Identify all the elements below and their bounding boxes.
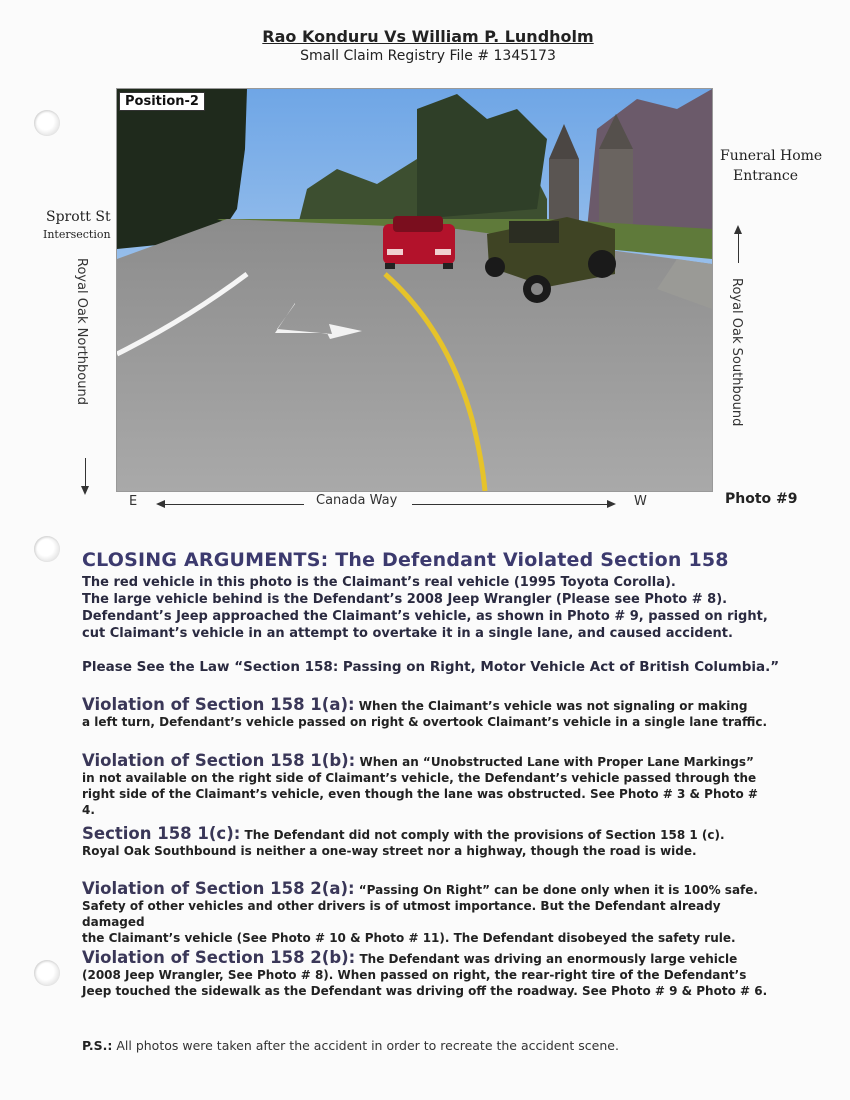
west-label: W: [634, 494, 647, 509]
section-158-2b: [82, 950, 772, 999]
southbound-arrow-line: [738, 233, 739, 263]
intro-line: cut Claimant’s vehicle in an attempt to overtake it in a single lane, and caused accident.: [82, 626, 733, 641]
section-158-2a: [82, 881, 772, 946]
law-reference: Please See the Law “Section 158: Passing on Right, Motor Vehicle Act of British Columbia.”: [82, 659, 780, 675]
west-arrow-icon: [607, 500, 616, 508]
postscript-text: All photos were taken after the accident in order to recreate the accident scene.: [116, 1038, 619, 1053]
section-text: a left turn, Defendant’s vehicle passed on right & overtook Claimant’s vehicle in a single lane traffic.: [82, 715, 768, 729]
section-title: Violation of Section 158 1(a):: [82, 695, 355, 714]
accident-photo: [116, 88, 713, 492]
section-title: Violation of Section 158 1(b):: [82, 751, 356, 770]
sprott-street-label: [46, 209, 111, 225]
section-title: Violation of Section 158 2(a):: [82, 879, 355, 898]
section-text: The Defendant did not comply with the provisions of Section 158 1 (c).: [244, 828, 725, 842]
intro-line: The large vehicle behind is the Defendant’s 2008 Jeep Wrangler (Please see Photo # 8).: [82, 592, 728, 607]
section-158-1c: [82, 826, 772, 859]
section-title: Violation of Section 158 2(b):: [82, 948, 356, 967]
postscript: [82, 1038, 619, 1053]
east-arrow-line: [164, 504, 304, 505]
section-title: Section 158 1(c):: [82, 824, 241, 843]
closing-arguments-heading: CLOSING ARGUMENTS: The Defendant Violated Section 158: [82, 549, 729, 571]
northbound-arrow-line: [85, 458, 86, 486]
section-text: the Claimant’s vehicle (See Photo # 10 & Photo # 11). The Defendant disobeyed the safety rule.: [82, 931, 736, 945]
section-text: Jeep touched the sidewalk as the Defendant was driving off the roadway. See Photo # 9 & Photo # 6.: [82, 984, 768, 998]
section-text: in not available on the right side of Claimant’s vehicle, the Defendant’s vehicle passed through the: [82, 771, 757, 785]
section-text: When the Claimant’s vehicle was not signaling or making: [358, 699, 748, 713]
section-text: right side of the Claimant’s vehicle, even though the lane was obstructed. See Photo # 3 & Photo # 4.: [82, 787, 758, 817]
photo-number: Photo #9: [725, 491, 798, 507]
road-scene-illustration: [117, 89, 712, 491]
northbound-arrow-icon: [81, 486, 89, 495]
section-158-1a: [82, 697, 772, 730]
binder-hole-bottom: [34, 960, 60, 986]
royal-oak-southbound-label: Royal Oak Southbound: [729, 278, 744, 427]
registry-file-number: Small Claim Registry File # 1345173: [300, 48, 556, 64]
binder-hole-middle: [34, 536, 60, 562]
section-text: (2008 Jeep Wrangler, See Photo # 8). When passed on right, the rear-right tire of the Defendant’s: [82, 968, 747, 982]
section-text: Safety of other vehicles and other drivers is of utmost importance. But the Defendant already damaged: [82, 899, 721, 929]
intro-line: Defendant’s Jeep approached the Claimant’s vehicle, as shown in Photo # 9, passed on right,: [82, 609, 768, 624]
intersection-label: Intersection: [43, 228, 111, 241]
west-arrow-line: [412, 504, 608, 505]
sprott-street-name: Sprott St: [46, 209, 111, 225]
postscript-label: P.S.:: [82, 1038, 113, 1053]
section-text: “Passing On Right” can be done only when it is 100% safe.: [358, 883, 758, 897]
funeral-home-label: Funeral Home: [720, 148, 823, 164]
canada-way-label: Canada Way: [316, 493, 398, 508]
section-text: The Defendant was driving an enormously large vehicle: [359, 952, 738, 966]
intro-paragraph: [82, 574, 782, 642]
position-badge: Position-2: [119, 92, 205, 111]
intro-line: The red vehicle in this photo is the Claimant’s real vehicle (1995 Toyota Corolla).: [82, 575, 676, 590]
section-158-1b: [82, 753, 772, 818]
section-text: When an “Unobstructed Lane with Proper Lane Markings”: [359, 755, 754, 769]
gate-pillar-right: [599, 149, 633, 229]
east-label: E: [129, 494, 138, 509]
royal-oak-northbound-label: Royal Oak Northbound: [74, 258, 89, 405]
binder-hole-top: [34, 110, 60, 136]
entrance-label: Entrance: [733, 168, 799, 184]
case-title: Rao Konduru Vs William P. Lundholm: [262, 27, 594, 46]
section-text: Royal Oak Southbound is neither a one-way street nor a highway, though the road is wide.: [82, 844, 697, 858]
